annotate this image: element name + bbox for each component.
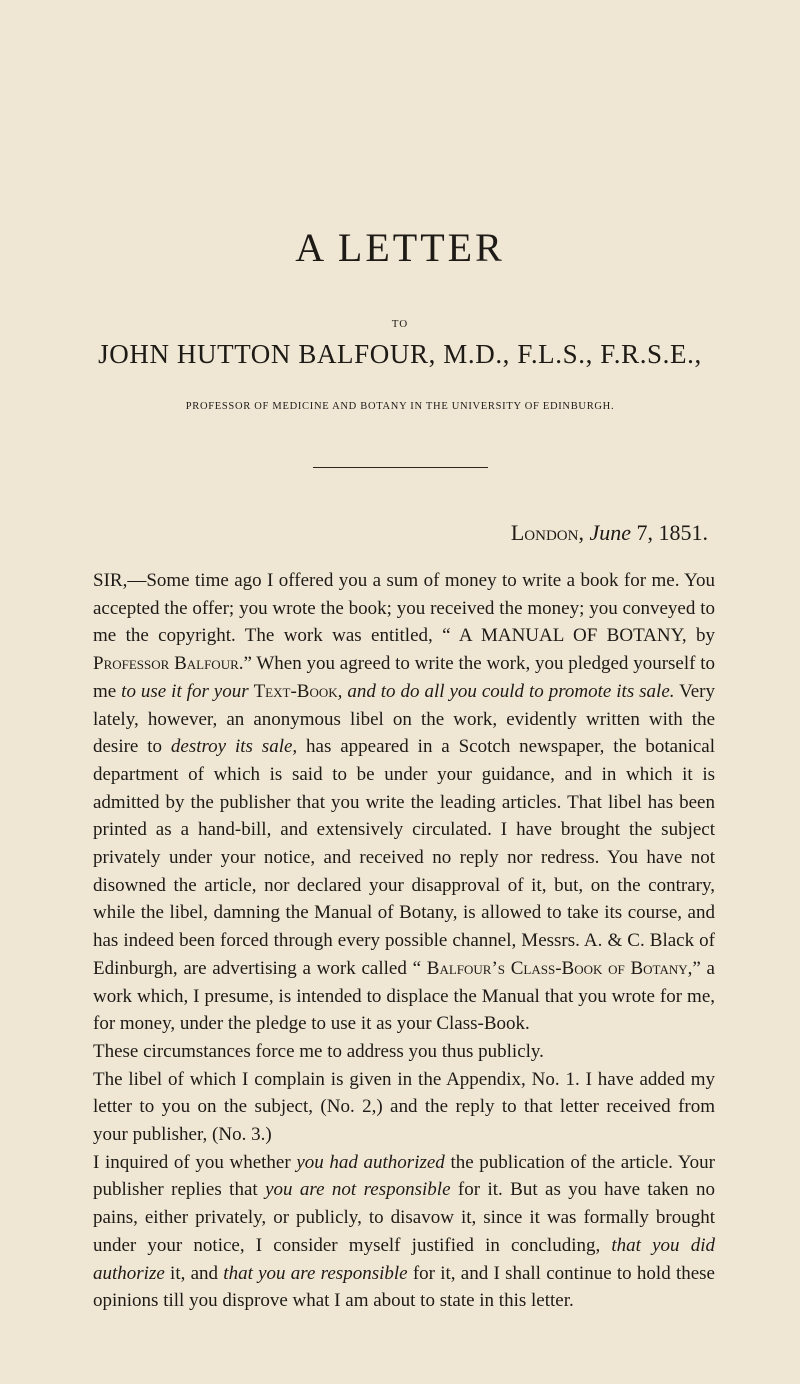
text-span: I inquired of you whether (93, 1151, 297, 1173)
letter-body (93, 567, 715, 1315)
textbook-smallcaps: Text-Book (253, 680, 338, 702)
text-span: for it, and I shall continue to hold these opinions till you disprove what I am about to state in this letter. (93, 1262, 715, 1312)
emphasis-text: to use it for your (121, 680, 249, 702)
emphasis-text: that you are responsible (223, 1262, 408, 1284)
text-span: ,” a work which, I presume, is intended to displace the Manual that you wrote for me, for money, under the pledge to use it as your Class-Book. (93, 957, 715, 1035)
emphasis-text: and to do all you could to promote its sale. (347, 680, 675, 702)
paragraph-2: These circumstances force me to address you thus publicly. (93, 1040, 544, 1062)
emphasis-text: destroy its sale, (170, 736, 298, 758)
paragraph-3: The libel of which I complain is given in the Appendix, No. 1. I have added my letter to you on the subject, (No. 2,) and the reply to that letter received from your publisher, (No. 3.) (93, 1068, 715, 1146)
text-span: it, and (164, 1262, 224, 1284)
paragraph-4 (93, 1149, 715, 1315)
text-span: has appeared in a Scotch newspaper, the botanical department of which is said to be under your guidance, and in which it is admitted by the publisher that you write the leading articles. That libel has been printed as a hand-bill, and extensively circulated. I have brought the subject privately under your notice, and received no reply nor redress. You have not disowned the article, nor declared your disapproval of it, but, on the contrary, while the libel, damning the Manual of Botany, is allowed to take its course, and has indeed been forced through every possible channel, Messrs. A. & C. Black of Edinburgh, are advertising a work called “ (93, 736, 715, 979)
emphasis-text: you had authorized (296, 1151, 445, 1173)
dateline-place: London, (510, 520, 584, 545)
text-span: for it. But as you have taken no pains, either privately, or publicly, to disavow it, since it was formally brought under your notice, I consider myself justified in concluding, (93, 1179, 715, 1256)
dateline (511, 520, 708, 546)
emphasis-text: , (337, 680, 348, 702)
text-span: .” When you agreed to write the work, you pledged yourself to me (93, 653, 715, 702)
author-smallcaps: Professor Balfour (93, 653, 239, 675)
document-title: A LETTER (295, 225, 505, 270)
to-label: TO (391, 318, 409, 330)
addressee-name: JOHN HUTTON BALFOUR, M.D., F.L.S., F.R.S.E., (98, 339, 702, 369)
paragraph-1 (93, 567, 715, 1038)
dateline-month: June (589, 520, 631, 545)
divider-rule (313, 467, 488, 468)
classbook-smallcaps: Balfour’s Class-Book of Botany (426, 957, 688, 979)
addressee-title: PROFESSOR OF MEDICINE AND BOTANY IN THE UNIVERSITY OF EDINBURGH. (185, 401, 615, 412)
text-span: SIR,—Some time ago I offered you a sum of money to write a book for me. You accepted the offer; you wrote the book; you received the money; you conveyed to me the copyright. The work was entitled, “ A MANUAL OF BOTANY, by (93, 570, 715, 647)
dateline-day-year: 7, 1851. (636, 520, 708, 545)
emphasis-text: you are not responsible (265, 1179, 451, 1201)
text-span: Very lately, however, an anonymous libel on the work, evidently written with the desire to (93, 680, 716, 758)
text-span: the publication of the article. Your publisher replies that (93, 1151, 715, 1201)
emphasis-text: that you did authorize (93, 1234, 715, 1284)
